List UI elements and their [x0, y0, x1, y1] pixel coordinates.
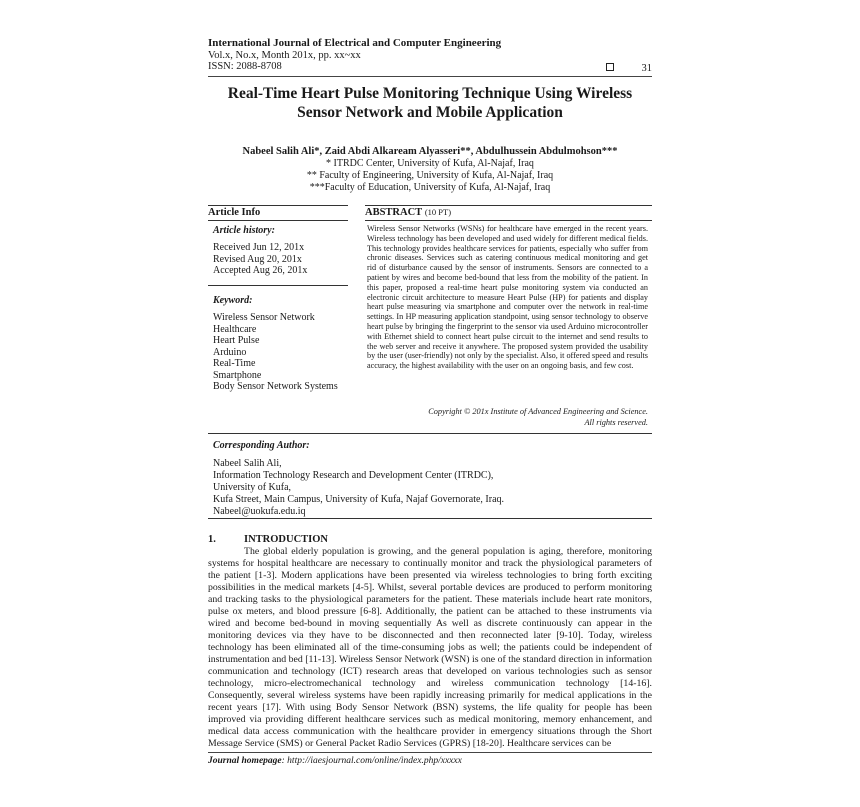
journal-issn: ISSN: 2088-8708	[208, 61, 282, 72]
article-info-heading	[208, 205, 348, 218]
divider	[208, 433, 652, 434]
article-history-list	[213, 242, 307, 277]
keyword-list	[213, 312, 338, 393]
keyword-item: Wireless Sensor Network	[213, 312, 315, 323]
section-number: 1.	[208, 534, 216, 545]
corresponding-line: Nabeel Salih Ali,	[213, 458, 282, 469]
section-heading	[208, 534, 328, 545]
divider	[365, 220, 652, 221]
abstract-label: ABSTRACT	[365, 207, 423, 218]
keyword-item: Healthcare	[213, 323, 257, 335]
journal-header	[208, 38, 652, 73]
keyword-item: Arduino	[213, 346, 247, 358]
keyword-item: Real-Time	[213, 358, 256, 369]
copyright-notice	[367, 407, 648, 428]
history-item: Received Jun 12, 201x	[213, 242, 305, 253]
abstract-heading	[365, 205, 652, 218]
introduction-paragraph: The global elderly population is growing, and the general population is aging, therefore, monitoring systems for hospital healthcare are necessary to continually monitor and track the physiological parameters of the patient [1-3]. Modern applications have been presented via wireless technologies to bring forth exciting possibilities in the medical markets [4-5]. Whilst, several portable devices are produced to perform monitoring and tracking tasks to the physiological parameters for the patient. These materials include heart rate monitors, pulse ox meters, and blood pressure [6-8]. Additionally, the patient can be attached to these instruments via wired and become bed-bound in moving sequentially As well as discrete continuously can appear in the monitoring devices via they have to be disconnected and then reconnected later [9-10]. Today, wireless technology has been eliminated all of the time-consuming jobs as well; the patients could be independent of instrumentation and bed [11-13]. Wireless Sensor Network (WSN) is one of the standard direction in information communication and technology (ICT) research areas that developed on various technologies such as sensor technology, micro-electromechanical technology and wireless communication technology [14-16]. Consequently, several wireless systems have been rapidly increasing primarily for medical applications in the recent years [17]. With using Body Sensor Network (BSN) systems, the life quality for people has been improved via providing different healthcare services such as medical monitoring, memory enhancement, and medical data access communication with the healthcare provider in emergency situations through the Short Message Service (SMS) or General Packet Radio Services (GPRS) [18-20]. Healthcare services can be	[208, 546, 652, 749]
section-title: INTRODUCTION	[244, 534, 329, 545]
rights-line: All rights reserved.	[584, 417, 648, 427]
footer-url: : http://iaesjournal.com/online/index.php/xxxxx	[281, 756, 462, 766]
abstract-text: Wireless Sensor Networks (WSNs) for healthcare have emerged in the recent years. Wireless technology has been developed and used widely for different medical fields. This technology provides healthcare services for patients, especially who suffer from chronic diseases. Services such as catering continuous medical monitoring and get rid of disturbance caused by the sensor of instruments. Sensors are connected to a patient by wires and become bed-bound that less from the mobility of the patient. In this paper, proposed a real-time heart pulse monitoring system via conducted an electronic circuit architecture to measure Heart Pulse (HP) for patients and display heart pulse measuring via smartphone and computer over the network in real-time settings. In HP measuring application standpoint, using sensor technology to observe heart pulse by bringing the fingerprint to the sensor via used Arduino microcontroller with Ethernet shield to connect heart pulse circuit to the internet and send results to the web server and receive it anywhere. The proposed system provided the usability by the user (user-friendly) not only by the specialist. Also, it offered speed and results accuracy, the highest availability with the user on an ongoing basis, and few cost.	[367, 224, 648, 371]
abstract-size-note: (10 PT)	[424, 207, 452, 217]
history-item: Revised Aug 20, 201x	[213, 253, 302, 265]
corresponding-line: Kufa Street, Main Campus, University of Kufa, Najaf Governorate, Iraq.	[213, 494, 505, 505]
article-history-label: Article history:	[213, 225, 275, 236]
article-info-label: Article Info	[208, 207, 261, 218]
history-item: Accepted Aug 26, 201x	[213, 265, 308, 276]
divider	[208, 518, 652, 519]
journal-volume: Vol.x, No.x, Month 201x, pp. xx~xx	[208, 49, 361, 61]
author-names: Nabeel Salih Ali*, Zaid Abdi Alkaream Alyasseri**, Abdulhussein Abdulmohson***	[242, 146, 618, 157]
corresponding-email: Nabeel@uokufa.edu.iq	[213, 506, 306, 517]
paper-title: Real-Time Heart Pulse Monitoring Technique Using Wireless Sensor Network and Mobile Application	[227, 85, 633, 121]
copyright-line: Copyright © 201x Institute of Advanced Engineering and Science.	[428, 407, 648, 416]
corresponding-author-block	[213, 458, 653, 518]
keyword-item: Heart Pulse	[213, 335, 260, 346]
square-icon	[606, 63, 614, 71]
divider	[208, 220, 348, 221]
divider	[208, 285, 348, 286]
footer-divider	[208, 752, 652, 753]
corresponding-author-label: Corresponding Author:	[213, 440, 310, 451]
introduction-text	[208, 546, 652, 749]
corresponding-line: Information Technology Research and Development Center (ITRDC),	[213, 470, 494, 481]
journal-footer	[208, 756, 462, 766]
header-divider	[208, 76, 652, 77]
affiliation: ** Faculty of Engineering, University of Kufa, Al-Najaf, Iraq	[306, 170, 554, 181]
footer-label: Journal homepage	[208, 756, 282, 766]
affiliation: ***Faculty of Education, University of Kufa, Al-Najaf, Iraq	[309, 182, 551, 193]
keyword-item: Body Sensor Network Systems	[213, 381, 338, 392]
journal-name: International Journal of Electrical and Computer Engineering	[208, 37, 502, 49]
authors-block	[208, 146, 652, 194]
page-number: 31	[641, 63, 652, 74]
keyword-item: Smartphone	[213, 369, 262, 381]
keyword-label: Keyword:	[213, 295, 253, 306]
corresponding-line: University of Kufa,	[213, 482, 292, 493]
affiliation: * ITRDC Center, University of Kufa, Al-Najaf, Iraq	[326, 158, 534, 169]
